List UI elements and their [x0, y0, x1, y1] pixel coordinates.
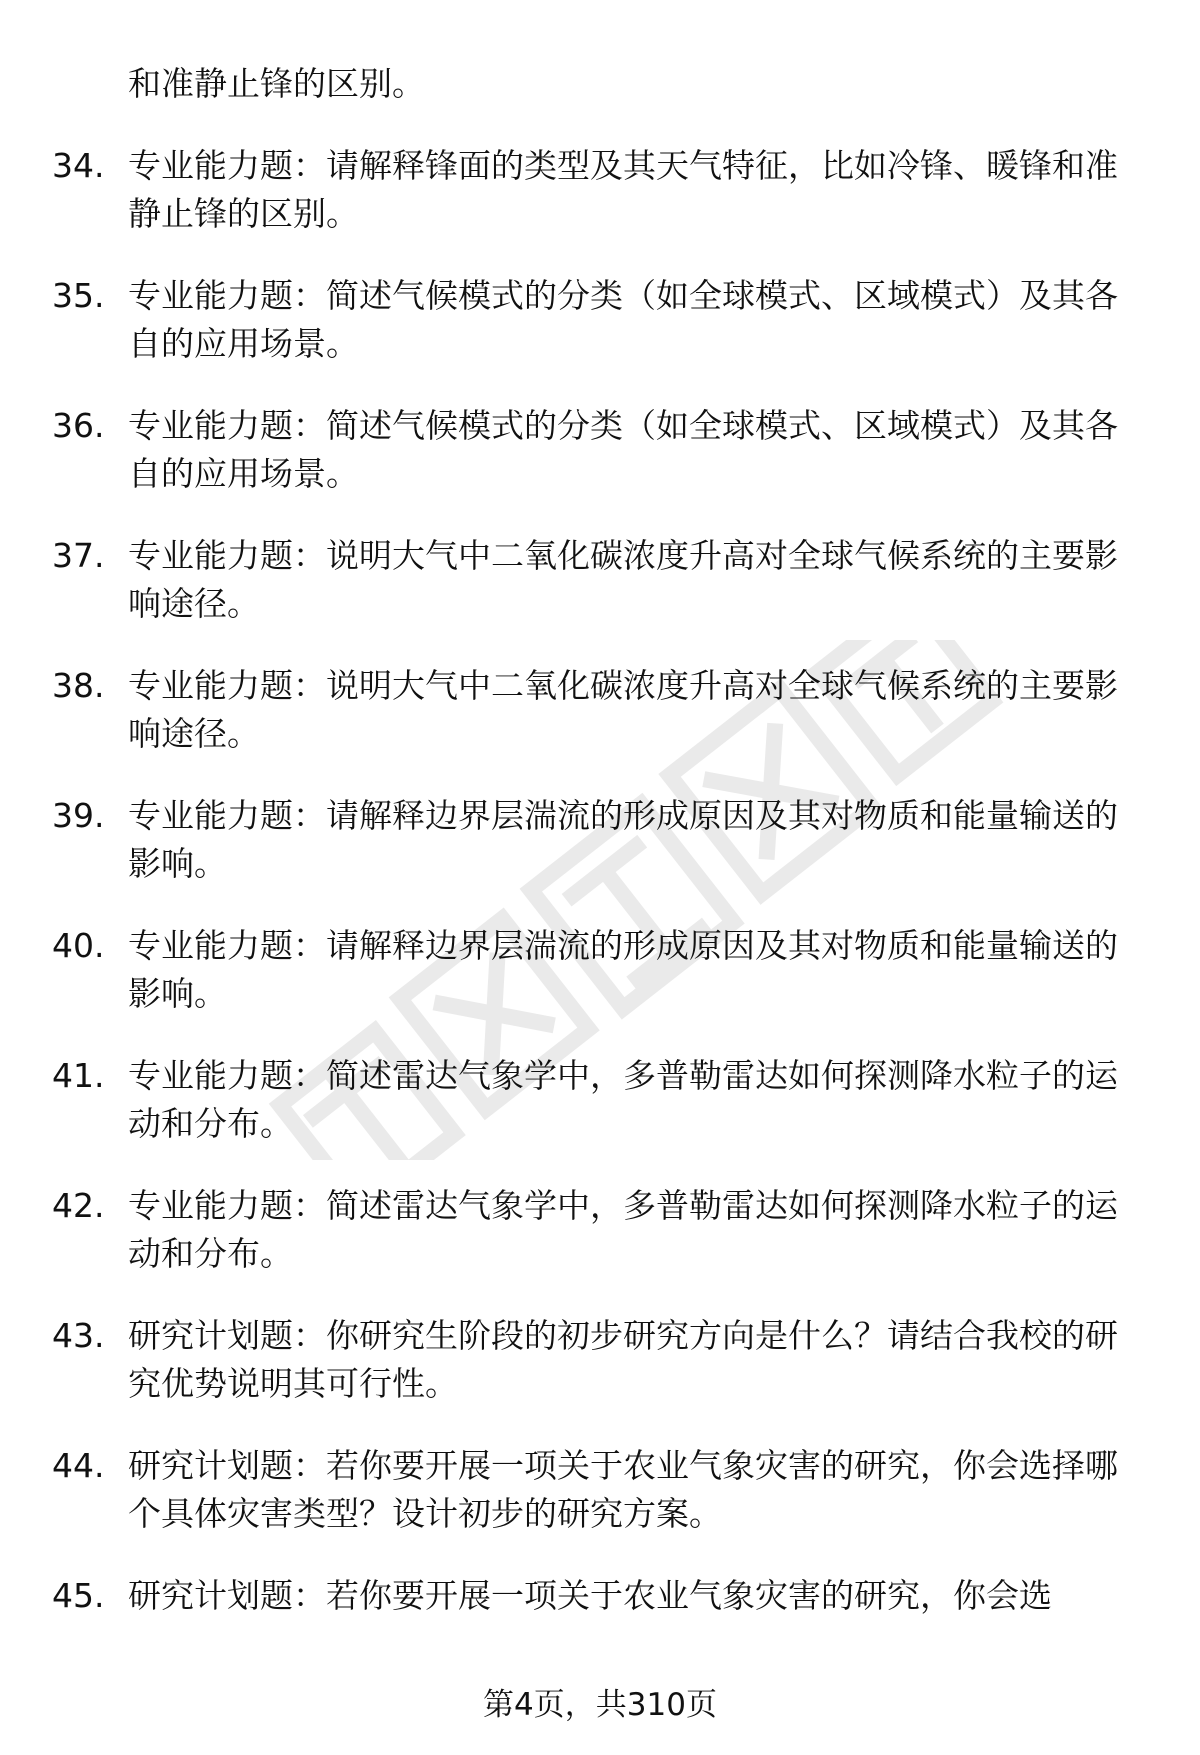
- question-number: 44.: [52, 1446, 105, 1485]
- list-item: [0, 1182, 1200, 1312]
- question-number: 42.: [52, 1186, 105, 1225]
- question-text: 研究计划题：若你要开展一项关于农业气象灾害的研究，你会选择哪个具体灾害类型？设计初步的研究方案。: [128, 1446, 1118, 1533]
- question-text: 专业能力题：说明大气中二氧化碳浓度升高对全球气候系统的主要影响途径。: [128, 666, 1118, 753]
- question-number: 43.: [52, 1316, 105, 1355]
- question-number: 34.: [52, 146, 105, 185]
- list-item: [0, 532, 1200, 662]
- question-text: 专业能力题：简述雷达气象学中，多普勒雷达如何探测降水粒子的运动和分布。: [128, 1056, 1118, 1143]
- question-text: 专业能力题：请解释边界层湍流的形成原因及其对物质和能量输送的影响。: [128, 796, 1118, 883]
- question-number: 36.: [52, 406, 105, 445]
- question-number: 39.: [52, 796, 105, 835]
- question-text: 专业能力题：简述气候模式的分类（如全球模式、区域模式）及其各自的应用场景。: [128, 406, 1118, 493]
- list-item: [0, 1052, 1200, 1182]
- question-text: 专业能力题：请解释锋面的类型及其天气特征，比如冷锋、暖锋和准静止锋的区别。: [128, 146, 1118, 233]
- question-text: 专业能力题：简述雷达气象学中，多普勒雷达如何探测降水粒子的运动和分布。: [128, 1186, 1118, 1273]
- list-item: [0, 662, 1200, 792]
- continuation-text: 和准静止锋的区别。: [128, 64, 425, 103]
- list-item: [0, 1572, 1200, 1702]
- list-item: [0, 142, 1200, 272]
- question-text: 专业能力题：简述气候模式的分类（如全球模式、区域模式）及其各自的应用场景。: [128, 276, 1118, 363]
- list-item: [0, 922, 1200, 1052]
- question-number: 45.: [52, 1576, 105, 1615]
- question-number: 38.: [52, 666, 105, 705]
- question-text: 研究计划题：你研究生阶段的初步研究方向是什么？请结合我校的研究优势说明其可行性。: [128, 1316, 1118, 1403]
- question-text: 专业能力题：请解释边界层湍流的形成原因及其对物质和能量输送的影响。: [128, 926, 1118, 1013]
- question-number: 35.: [52, 276, 105, 315]
- page-footer: 第4页，共310页: [483, 1687, 717, 1723]
- list-item: [0, 272, 1200, 402]
- list-item: [0, 402, 1200, 532]
- question-list: [0, 142, 1200, 1702]
- list-item: [0, 1312, 1200, 1442]
- question-number: 41.: [52, 1056, 105, 1095]
- question-text: 研究计划题：若你要开展一项关于农业气象灾害的研究，你会选: [128, 1576, 1052, 1615]
- list-item: [0, 792, 1200, 922]
- question-text: 专业能力题：说明大气中二氧化碳浓度升高对全球气候系统的主要影响途径。: [128, 536, 1118, 623]
- question-number: 37.: [52, 536, 105, 575]
- question-number: 40.: [52, 926, 105, 965]
- list-item: [0, 1442, 1200, 1572]
